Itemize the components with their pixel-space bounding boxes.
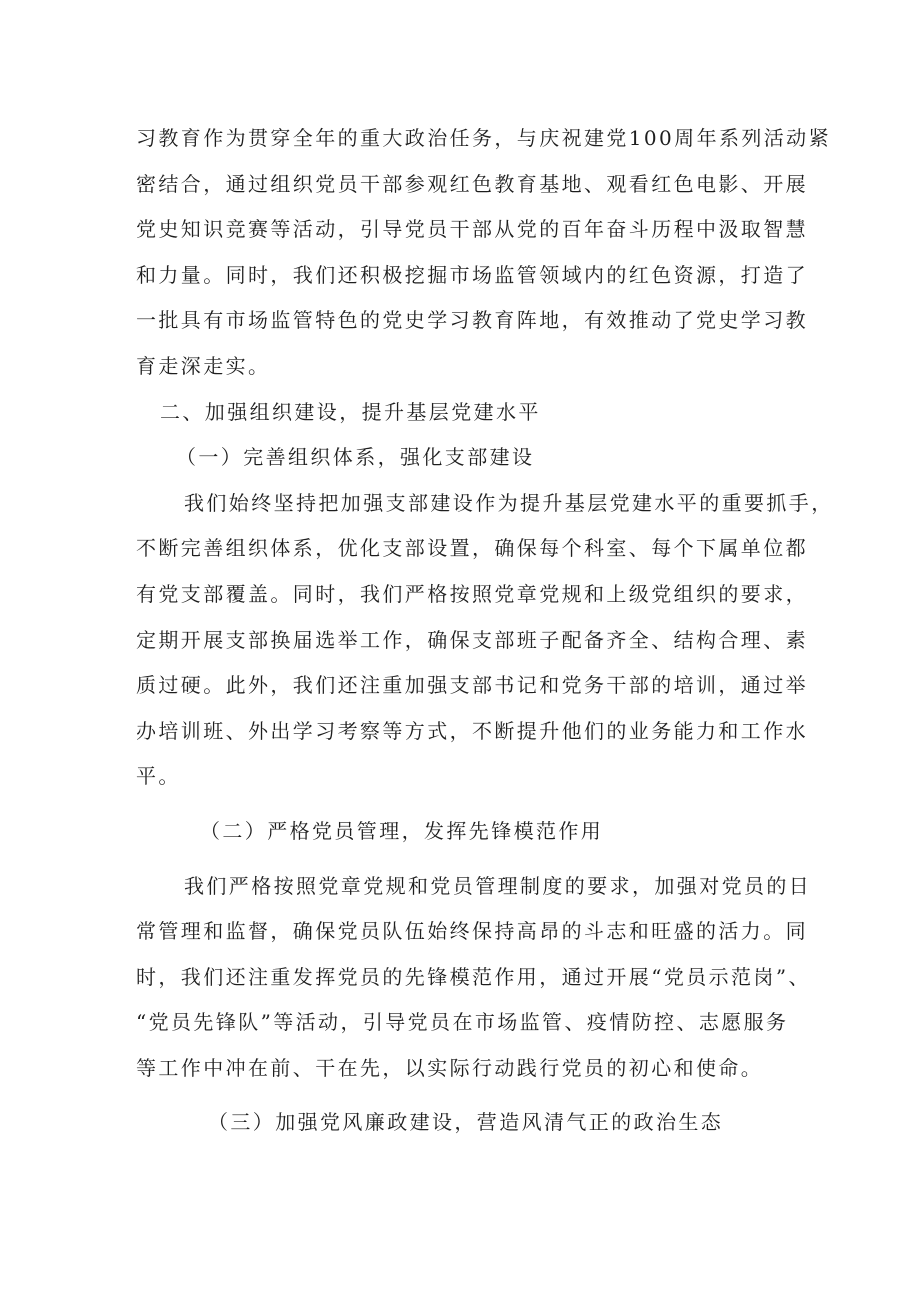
subsection-heading: （一）完善组织体系，强化支部建设 <box>176 445 535 470</box>
paragraph-line: 等工作中冲在前、干在先，以实际行动践行党员的初心和使命。 <box>136 1055 764 1080</box>
paragraph-line: 育走深走实。 <box>136 353 271 378</box>
paragraph-line: 一批具有市场监管特色的党史学习教育阵地，有效推动了党史学习教 <box>136 308 808 333</box>
paragraph-line: 党史知识竞赛等活动，引导党员干部从党的百年奋斗历程中汲取智慧 <box>136 217 808 242</box>
paragraph-line: 习教育作为贯穿全年的重大政治任务，与庆祝建党100周年系列活动紧 <box>136 126 831 150</box>
paragraph-line: 常管理和监督，确保党员队伍始终保持高昂的斗志和旺盛的活力。同 <box>136 919 808 944</box>
paragraph-line: 不断完善组织体系，优化支部设置，确保每个科室、每个下属单位都 <box>136 536 808 561</box>
paragraph-line: “党员先锋队”等活动，引导党员在市场监管、疫情防控、志愿服务 <box>136 1010 789 1035</box>
paragraph-line: 时，我们还注重发挥党员的先锋模范作用，通过开展“党员示范岗”、 <box>136 964 811 989</box>
paragraph-line: 平。 <box>136 764 181 789</box>
subsection-heading: （二）严格党员管理，发挥先锋模范作用 <box>200 818 604 843</box>
paragraph-line: 我们严格按照党章党规和党员管理制度的要求，加强对党员的日 <box>184 873 812 898</box>
paragraph-line: 有党支部覆盖。同时，我们严格按照党章党规和上级党组织的要求， <box>136 581 808 606</box>
paragraph-line: 办培训班、外出学习考察等方式，不断提升他们的业务能力和工作水 <box>136 718 808 743</box>
paragraph-line: 定期开展支部换届选举工作，确保支部班子配备齐全、结构合理、素 <box>136 627 808 652</box>
subsection-heading: （三）加强党风廉政建设，营造风清气正的政治生态 <box>208 1110 724 1135</box>
paragraph-line: 质过硬。此外，我们还注重加强支部书记和党务干部的培训，通过举 <box>136 673 808 698</box>
paragraph-line: 密结合，通过组织党员干部参观红色教育基地、观看红色电影、开展 <box>136 171 808 196</box>
paragraph-line: 我们始终坚持把加强支部建设作为提升基层党建水平的重要抓手， <box>184 490 834 515</box>
paragraph-line: 和力量。同时，我们还积极挖掘市场监管领域内的红色资源，打造了 <box>136 262 808 287</box>
section-heading: 二、加强组织建设，提升基层党建水平 <box>160 399 541 424</box>
document-body <box>136 116 834 1146</box>
